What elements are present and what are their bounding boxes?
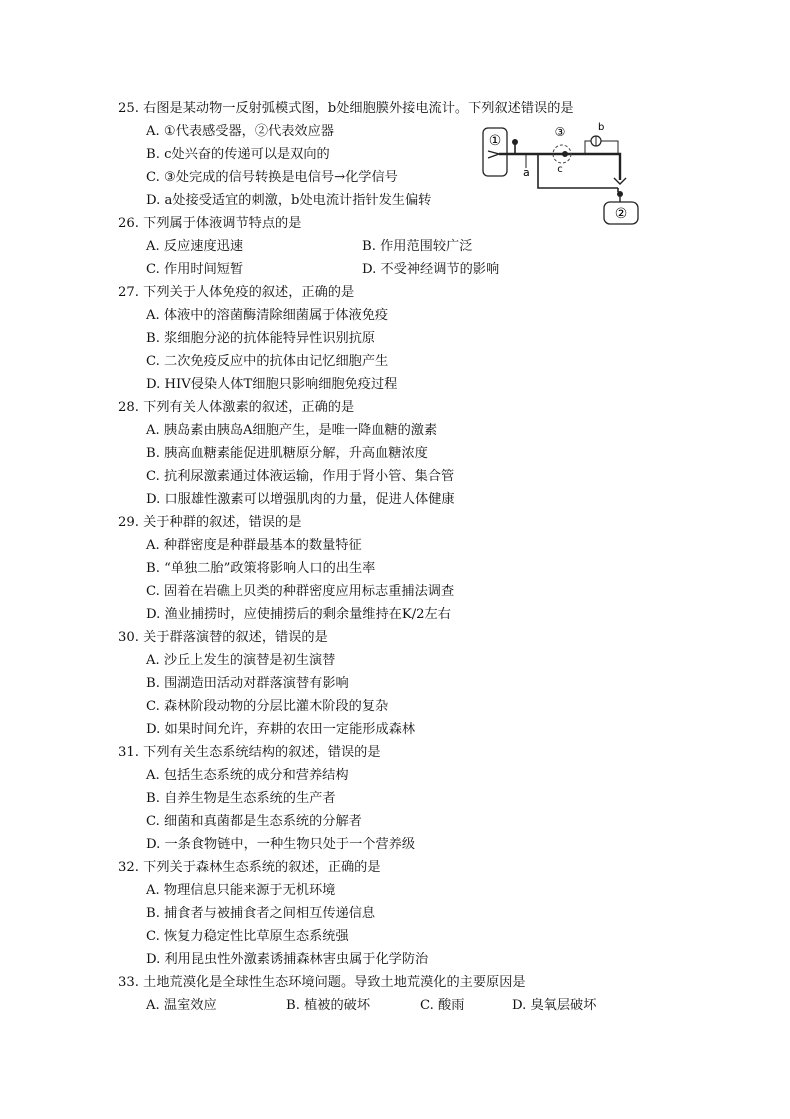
- label-1: ①: [488, 133, 502, 149]
- question-29-option-c: C. 固着在岩礁上贝类的种群密度应用标志重捕法调查: [146, 584, 455, 599]
- label-2: ②: [614, 206, 628, 222]
- label-c: c: [557, 164, 563, 175]
- question-32-option-c: C. 恢复力稳定性比草原生态系统强: [146, 929, 349, 944]
- question-30-option-b: B. 围湖造田活动对群落演替有影响: [146, 676, 349, 691]
- question-28-stem: 28. 下列有关人体激素的叙述，正确的是: [118, 400, 355, 415]
- reflex-arc-diagram: [478, 118, 648, 234]
- question-32-option-a: A. 物理信息只能来源于无机环境: [146, 883, 336, 898]
- question-30-option-d: D. 如果时间允许，弃耕的农田一定能形成森林: [146, 722, 416, 737]
- question-30-option-c: C. 森林阶段动物的分层比灌木阶段的复杂: [146, 699, 389, 714]
- question-25-option-d: D. a处接受适宜的刺激，b处电流计指针发生偏转: [146, 193, 432, 208]
- question-33-option-b: B. 植被的破坏: [286, 998, 371, 1013]
- question-33-option-d: D. 臭氧层破坏: [512, 998, 597, 1013]
- motor-neuron: [596, 154, 620, 180]
- question-29-option-d: D. 渔业捕捞时，应使捕捞后的剩余量维持在K/2左右: [146, 607, 451, 622]
- question-32-option-b: B. 捕食者与被捕食者之间相互传递信息: [146, 906, 376, 921]
- question-33-option-c: C. 酸雨: [420, 998, 465, 1013]
- question-31-option-a: A. 包括生态系统的成分和营养结构: [146, 768, 349, 783]
- question-26-option-a: A. 反应速度迅速: [146, 239, 244, 254]
- efferent-path: [538, 154, 618, 188]
- question-30-stem: 30. 关于群落演替的叙述，错误的是: [118, 630, 328, 645]
- question-31-stem: 31. 下列有关生态系统结构的叙述，错误的是: [118, 745, 381, 760]
- synapse-c-body: [562, 151, 568, 157]
- question-32-stem: 32. 下列关于森林生态系统的叙述，正确的是: [118, 860, 381, 875]
- question-28-option-c: C. 抗利尿激素通过体液运输，作用于肾小管、集合管: [146, 469, 455, 484]
- label-3: ③: [554, 125, 566, 139]
- question-28-option-b: B. 胰高血糖素能促进肌糖原分解，升高血糖浓度: [146, 446, 428, 461]
- question-28-option-d: D. 口服雄性激素可以增强肌肉的力量，促进人体健康: [146, 492, 455, 507]
- question-27-option-d: D. HIV侵染人体T细胞只影响细胞免疫过程: [146, 377, 398, 392]
- question-25-stem: 25. 右图是某动物一反射弧模式图，b处细胞膜外接电流计。下列叙述错误的是: [118, 101, 574, 116]
- question-31-option-b: B. 自养生物是生态系统的生产者: [146, 791, 336, 806]
- question-26-option-c: C. 作用时间短暂: [146, 262, 244, 277]
- question-28-option-a: A. 胰岛素由胰岛A细胞产生，是唯一降血糖的激素: [146, 423, 438, 438]
- question-31-option-d: D. 一条食物链中，一种生物只处于一个营养级: [146, 837, 416, 852]
- question-29-option-b: B. “单独二胎”政策将影响人口的出生率: [146, 561, 376, 576]
- question-27-option-a: A. 体液中的溶菌酶清除细菌属于体液免疫: [146, 308, 389, 323]
- question-26-stem: 26. 下列属于体液调节特点的是: [118, 216, 302, 231]
- question-27-option-c: C. 二次免疫反应中的抗体由记忆细胞产生: [146, 354, 389, 369]
- question-32-option-d: D. 利用昆虫性外激素诱捕森林害虫属于化学防治: [146, 952, 429, 967]
- question-25-option-c: C. ③处完成的信号转换是电信号→化学信号: [146, 170, 398, 185]
- label-b: b: [598, 122, 605, 133]
- question-25-option-b: B. c处兴奋的传递可以是双向的: [146, 147, 330, 162]
- question-25-option-a: A. ①代表感受器，②代表效应器: [146, 124, 334, 139]
- sensory-neuron-body: [512, 139, 518, 145]
- question-31-option-c: C. 细菌和真菌都是生态系统的分解者: [146, 814, 362, 829]
- question-29-stem: 29. 关于种群的叙述，错误的是: [118, 515, 302, 530]
- question-33-stem: 33. 土地荒漠化是全球性生态环境问题。导致土地荒漠化的主要原因是: [118, 975, 526, 990]
- question-26-option-b: B. 作用范围较广泛: [362, 239, 473, 254]
- receptor-ending: [488, 151, 499, 158]
- question-27-option-b: B. 浆细胞分泌的抗体能特异性识别抗原: [146, 331, 376, 346]
- question-30-option-a: A. 沙丘上发生的演替是初生演替: [146, 653, 336, 668]
- question-26-option-d: D. 不受神经调节的影响: [362, 262, 500, 277]
- question-27-stem: 27. 下列关于人体免疫的叙述，正确的是: [118, 285, 355, 300]
- electrometer-leads: [585, 141, 618, 154]
- question-29-option-a: A. 种群密度是种群最基本的数量特征: [146, 538, 362, 553]
- label-a: a: [523, 166, 530, 179]
- question-33-option-a: A. 温室效应: [146, 998, 217, 1013]
